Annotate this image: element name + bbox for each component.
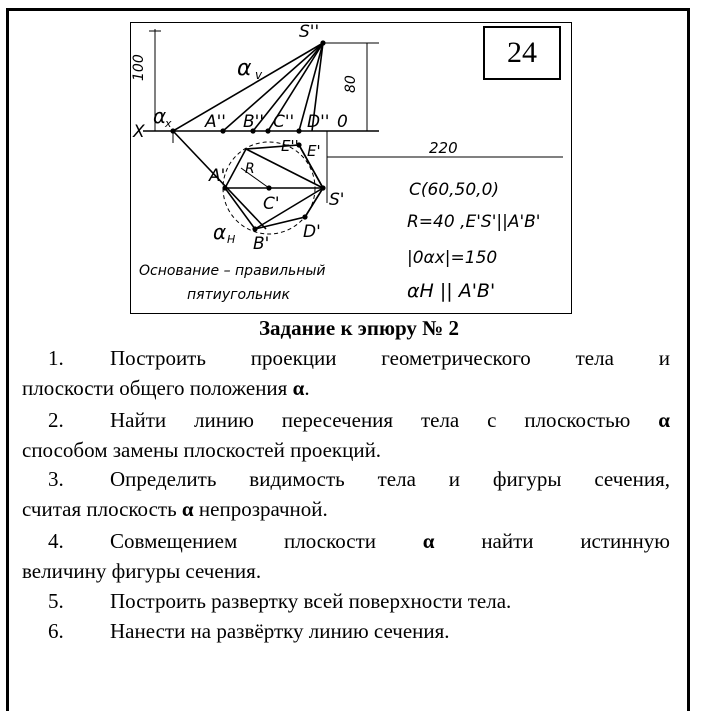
caption-line1: Основание – правильный [139,263,326,279]
task-1-line2 [22,373,670,403]
task-3-word: и [448,467,461,491]
task-2-line1 [22,405,670,435]
page-title: Задание к эпюру № 2 [258,316,460,340]
condition-r: R=40 ,E'S'||A'B' [407,212,541,232]
label-alpha-x-sub: x [165,117,172,130]
point-a1 [222,185,227,190]
task-4-word: найти [481,529,534,553]
task-item-2 [22,405,670,465]
alpha-symbol: α [422,529,435,553]
task-1-word: тела [575,346,614,370]
task-2-num: 2. [48,408,64,432]
task-2-word: линию [194,408,254,432]
task-item-1 [22,343,670,403]
task-3-word: видимость [249,467,345,491]
task-2-word: пересечения [281,408,394,432]
label-b2: B'' [243,112,265,132]
point-c1 [266,185,271,190]
label-dim-220: 220 [429,139,458,157]
task-4-word: плоскости [284,529,377,553]
label-alpha-h: α [213,220,227,244]
task-5-text: Построить развертку всей поверхности тела. [110,589,512,613]
task-number-box: 24 [483,26,561,80]
task-1-word: геометрического [381,346,531,370]
point-d2 [296,128,301,133]
task-4-word: истинную [580,529,670,553]
label-s1: S' [329,190,345,210]
task-3-line1 [22,464,670,494]
label-r: R [245,161,255,177]
task-1-end: . [304,376,310,400]
task-3-end: непрозрачной. [193,497,328,521]
task-item-4 [22,526,670,586]
task-3-word: тела [377,467,416,491]
task-5-line1 [22,586,670,616]
task-6-text: Нанести на развёртку линию сечения. [110,619,450,643]
task-1-line1 [22,343,670,373]
label-e2: E'' [281,137,299,155]
task-6-line1 [22,616,670,646]
task-item-5 [22,586,670,616]
task-3-num: 3. [48,467,64,491]
alpha-symbol: α [292,376,305,400]
task-3-word: Определить [110,467,217,491]
label-origin: 0 [337,112,348,132]
edge-d1-s1 [305,188,323,217]
task-4-num: 4. [48,529,64,553]
label-alpha-v-sub: v [255,68,263,82]
point-c2 [265,128,270,133]
task-2-word: тела [420,408,460,432]
task-3-text: считая плоскость [22,497,177,521]
task-2-word: плоскостью [524,408,631,432]
caption-line2: пятиугольник [187,287,290,303]
label-d1: D' [303,222,321,242]
label-b1: B' [253,234,270,254]
alpha-symbol: α [658,408,670,432]
task-3-word: фигуры [492,467,562,491]
task-5-num: 5. [48,589,64,613]
label-dim-80: 80 [343,75,359,93]
point-d1 [302,214,307,219]
task-2-line2: способом замены плоскостей проекций. [22,438,382,462]
task-1-text: плоскости общего положения [22,376,288,400]
task-1-word: Построить [110,346,206,370]
task-2-word: Найти [110,408,167,432]
task-1-word: и [658,346,670,370]
task-4-line2: величину фигуры сечения. [22,559,262,583]
task-4-line1 [22,526,670,556]
label-x-axis: X [133,122,145,142]
point-s2 [320,40,325,45]
label-c2: C'' [273,112,295,132]
label-dim-100: 100 [131,54,147,81]
condition-ox: |0αx|=150 [407,248,498,268]
label-a1: A' [209,166,226,186]
task-item-6 [22,616,670,646]
condition-c: C(60,50,0) [409,180,500,200]
label-alpha-x: α [153,104,167,128]
condition-alpha-h: αH || A'B' [407,280,496,302]
point-s1 [320,185,325,190]
alpha-symbol: α [181,497,194,521]
task-1-word: проекции [250,346,337,370]
label-alpha-v: α [237,56,252,81]
label-c1: C' [263,194,280,214]
label-a2: A'' [205,112,226,132]
task-6-num: 6. [48,619,64,643]
task-2-word: с [487,408,497,432]
task-3-line2 [22,494,670,524]
label-d2: D'' [307,112,330,132]
task-4-word: Совмещением [110,529,238,553]
label-s2: S'' [299,23,320,42]
label-e1: E' [307,142,321,160]
label-alpha-h-sub: H [227,233,236,246]
task-3-word: сечения, [594,467,670,491]
point-b1 [252,226,257,231]
task-1-num: 1. [48,346,64,370]
task-item-3 [22,464,670,524]
